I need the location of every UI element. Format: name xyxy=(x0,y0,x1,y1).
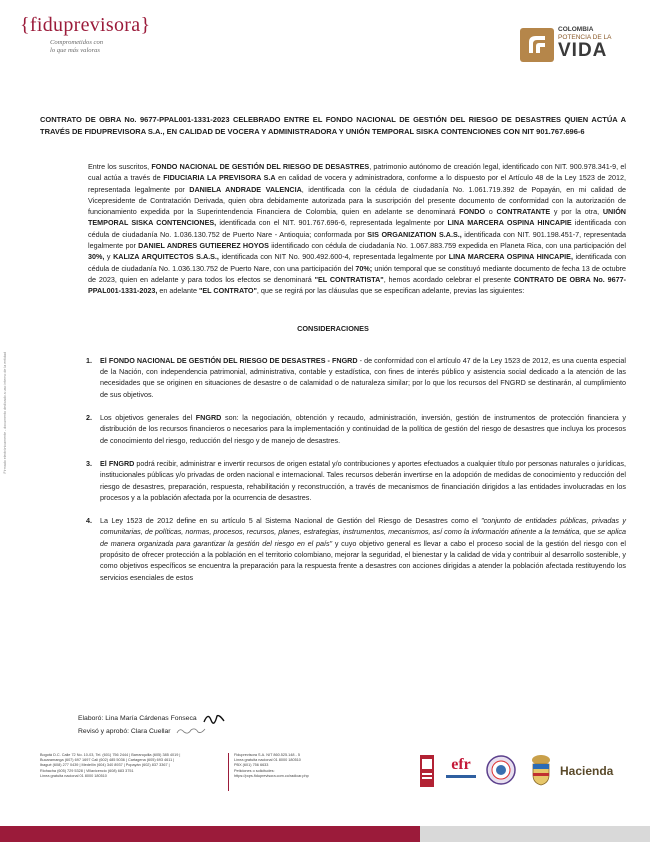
text-run: DANIELA ANDRADE VALENCIA xyxy=(189,184,302,194)
bottom-bar-gray xyxy=(420,826,650,842)
text-run: SIS ORGANIZATION S.A.S., xyxy=(367,229,462,239)
text-run: CONTRATO DE OBRA No. 9677-PPAL001-1331-2023, xyxy=(88,274,627,296)
brand-name: {fiduprevisora} xyxy=(20,14,151,36)
footer-line: Línea gratuita nacional 01 8000 180510 xyxy=(40,773,107,778)
text-run: LINA MARCERA OSPINA HINCAPIE, xyxy=(448,252,573,262)
text-run: identificada con cédula de ciudadanía No. 1.036.130.752 de Puerto Nare - Antioquia; conformada por xyxy=(88,218,627,239)
text-run: LINA MARCERA OSPINA HINCAPIE xyxy=(447,218,572,228)
signature-scribble-icon xyxy=(203,712,225,724)
footer-divider xyxy=(228,753,229,791)
document-body xyxy=(40,114,626,595)
bottom-color-bar xyxy=(0,826,650,842)
text-run: CONTRATANTE xyxy=(496,207,551,217)
fiduprevisora-logo xyxy=(20,14,160,54)
footer-line: Peticiones o solicitudes: xyxy=(234,768,275,773)
text-run: , identificada con la cédula de ciudadanía No. 1.061.719.392 de Popayán, en mi calidad de Vicepresidente de Contratación Derivada, quien obra debidamente autorizada para la suscripción del presente documento de conformidad con la autorización de funcionamiento expedida por la Superintendencia Financiera de Colombia, quien en adelante se denominará xyxy=(88,184,626,217)
reviewed-by: Revisó y aprobó: Clara Cuellar xyxy=(78,725,225,738)
hacienda-logo: Hacienda xyxy=(560,764,614,778)
footer-contact xyxy=(234,753,374,779)
colombia-potencia-logo xyxy=(520,24,632,68)
text-run: y por la otra, xyxy=(550,207,603,217)
text-run: "EL CONTRATISTA" xyxy=(314,274,384,284)
text-run: unión temporal que se constituyó mediante documento de fecha 13 de octubre de 2023, quien en adelante y para todos los efectos se denominará xyxy=(88,263,626,284)
text-run: Los objetivos generales del xyxy=(100,413,196,423)
item-number: 3. xyxy=(86,458,92,468)
footer-line: Línea gratuita nacional 01 8000 180510 xyxy=(234,758,301,763)
elaborated-by: Elaboró: Lina María Cárdenas Fonseca xyxy=(78,712,225,725)
text-run: , patrimonio autónomo de creación legal, identificado con NIT. 900.978.341-9, el cual actúa a través de xyxy=(88,162,626,183)
considerations-list xyxy=(40,355,626,583)
text-run: y cuyo objetivo general es llevar a cabo el proceso social de la gestión del riesgo con el propósito de ofrecer protección a la población en el territorio colombiano, mejorar la seguridad, el bienestar y la calidad de vida y contribuir al desarrollo sostenible, y como objetivos específicos se encuentra la preparación para la respuesta frente a desastres con acciones dirigidas a atender la población afectada restituyendo los servicios esenciales de estos xyxy=(100,538,626,582)
coat-of-arms-icon xyxy=(528,753,554,787)
item-number: 2. xyxy=(86,413,92,423)
text-run: El FONDO NACIONAL DE GESTIÓN DEL RIESGO DE DESASTRES - FNGRD xyxy=(100,355,358,365)
document-title: CONTRATO DE OBRA No. 9677-PPAL001-1331-2023 CELEBRADO ENTRE EL FONDO NACIONAL DE GESTIÓN DEL RIESGO DE DESASTRES QUIEN ACTÚA A TRAVÉS DE FIDUPREVISORA S.A., EN CALIDAD DE VOCERA Y ADMINISTRADORA Y UNIÓN TEMPORAL SISKA CONTENCIONES CON NIT 901.767.696-6 xyxy=(40,115,626,136)
text-run: FONDO NACIONAL DE GESTIÓN DEL RIESGO DE DESASTRES xyxy=(151,162,370,171)
text-run: , que se regirá por las cláusulas que se especifican adelante, previas las siguientes: xyxy=(256,286,525,296)
footer-line: Ibagué (608) 277 0439 | Medellín (604) 340 8937 | Popayán (602) 837 3367 | xyxy=(40,763,170,768)
signature-block xyxy=(78,712,225,738)
efr-logo: efr xyxy=(446,757,476,778)
footer-line: Bogotá D.C. Calle 72 No. 10-03, Tel. (601) 756 2444 | Barranquilla (605) 385 4019 | xyxy=(40,753,181,757)
seal-icon xyxy=(486,755,516,785)
text-run: FONDO xyxy=(459,207,486,217)
text-run: identificada con el NIT. 901.767.696-6, representada legalmente por xyxy=(216,218,448,228)
text-run: podrá recibir, administrar e invertir recursos de origen estatal y/o contribuciones y aportes efectuados a cualquier título por personas naturales o jurídicas, institucionales públicas y/o privadas de orden nacional e internacional. Tales recursos deberán invertirse en la adopción de medidas de conocimiento y reducción del riesgo de desastres, preparación, respuesta, rehabilitación y reconstrucción, a través de mecanismos de financiación dirigidos a las entidades involucradas en los procesos y a la población afectada por la ocurrencia de desastres. xyxy=(100,458,626,502)
text-run: , hemos acordado celebrar el presente xyxy=(383,274,514,284)
footer xyxy=(40,753,630,793)
text-run: iidentificado con cédula de ciudadanía No. 1.067.883.759 expedida en Planeta Rica, con una participación del xyxy=(268,241,626,251)
text-run: 70%; xyxy=(355,263,373,273)
text-run: son: la negociación, obtención y recaudo, administración, inversión, gestión de instrumentos de protección financiera y distribución de los recursos financieros o necesarios para la implementación y continuidad de la política de gestión del riesgo de desastres que incluya los procesos de conocimiento del riesgo, reducción del riesgo y de manejo de desastres. xyxy=(100,413,626,445)
text-run: La Ley 1523 de 2012 define en su artículo 5 al Sistema Nacional de Gestión del Riesgo de Desastres como el xyxy=(100,516,482,526)
text-run: KALIZA ARQUITECTOS S.A.S., xyxy=(113,252,219,262)
footer-logos xyxy=(420,753,630,793)
consideration-item xyxy=(88,458,626,503)
intro-paragraph xyxy=(40,161,626,297)
text-run: El FNGRD xyxy=(100,458,135,468)
consideration-item xyxy=(88,515,626,583)
text-run: FNGRD xyxy=(195,413,222,423)
signature-scribble-icon xyxy=(176,726,206,736)
text-run: y xyxy=(104,252,114,262)
text-run: - de conformidad con el artículo 47 de la Ley 1523 de 2012, es una cuenta especial de la Nación, con independencia patrimonial, administrativa, contable y estadística, con fines de interés público y asistencia social dedicado a la atención de las necesidades que se originen en situaciones de desastre o de calamidad o de naturaleza similar; por lo que los recursos del FNGRD se destinarán, al cumplimiento de sus objetivos. xyxy=(100,355,626,399)
side-stamp: Firmado electrónicamente - documento dedicado a uso interno de la entidad xyxy=(3,352,7,474)
colombia-text: COLOMBIA POTENCIA DE LA VIDA xyxy=(558,26,612,61)
bottom-bar-red xyxy=(0,826,420,842)
footer-line: Fiduprevisora S.A. NIT 860.525.148 - 5 xyxy=(234,753,300,757)
text-run: 30%, xyxy=(88,252,105,262)
text-run: en adelante xyxy=(157,286,199,296)
footer-line: https://pqrs.fiduprevisora.com.co/radicar.php xyxy=(234,773,309,778)
text-run: "EL CONTRATO" xyxy=(198,286,257,296)
text-run: identificada con cédula de ciudadanía No. 1.036.130.752 de Puerto Nare, con una participación del xyxy=(88,252,626,273)
brand-tagline: Comprometidos con lo que más valoras xyxy=(50,39,104,54)
text-run: en calidad de vocera y administradora, conforme a lo dispuesto por el Artículo 48 de la Ley 1523 de 2012, representada legalmente por xyxy=(88,173,626,194)
text-run: FIDUCIARIA LA PREVISORA S.A xyxy=(163,173,276,183)
colombia-mark-icon xyxy=(520,28,554,62)
footer-offices xyxy=(40,753,225,779)
footer-line: Riohacha (605) 729 5328 | Villavicencio (608) 683 3751 xyxy=(40,768,134,773)
text-run: Entre los suscritos, xyxy=(88,162,152,171)
text-run: o xyxy=(485,207,497,217)
section-title: CONSIDERACIONES xyxy=(297,323,369,333)
item-number: 4. xyxy=(86,516,92,526)
item-number: 1. xyxy=(86,355,92,365)
footer-line: PBX (601) 756 6633 xyxy=(234,763,269,768)
text-run: "conjunto de entidades públicas, privadas y comunitarias, de políticas, normas, procesos, recursos, planes, estrategias, instrumentos, mecanismos, así como la información atinente a la temática, que se aplica de manera organizada para garantizar la gestión del riesgo en el país" xyxy=(100,516,626,548)
text-run: DANIEL ANDRES GUTIEEREZ HOYOS xyxy=(138,241,269,251)
text-run: UNIÓN TEMPORAL SISKA CONTENCIONES, xyxy=(88,207,626,228)
consideration-item xyxy=(88,355,626,400)
text-run: identificada con NIT. 901.198.451-7, representada legalmente por xyxy=(88,229,627,251)
certification-badge-icon xyxy=(420,755,434,787)
footer-line: Bucaramanga (607) 697 1697 Cali (602) 485 5036 | Cartagena (605) 693 4611 | xyxy=(40,758,175,763)
text-run: identificada con NIT No. 900.492.600-4, representada legalmente por xyxy=(218,252,449,262)
consideration-item xyxy=(88,412,626,446)
